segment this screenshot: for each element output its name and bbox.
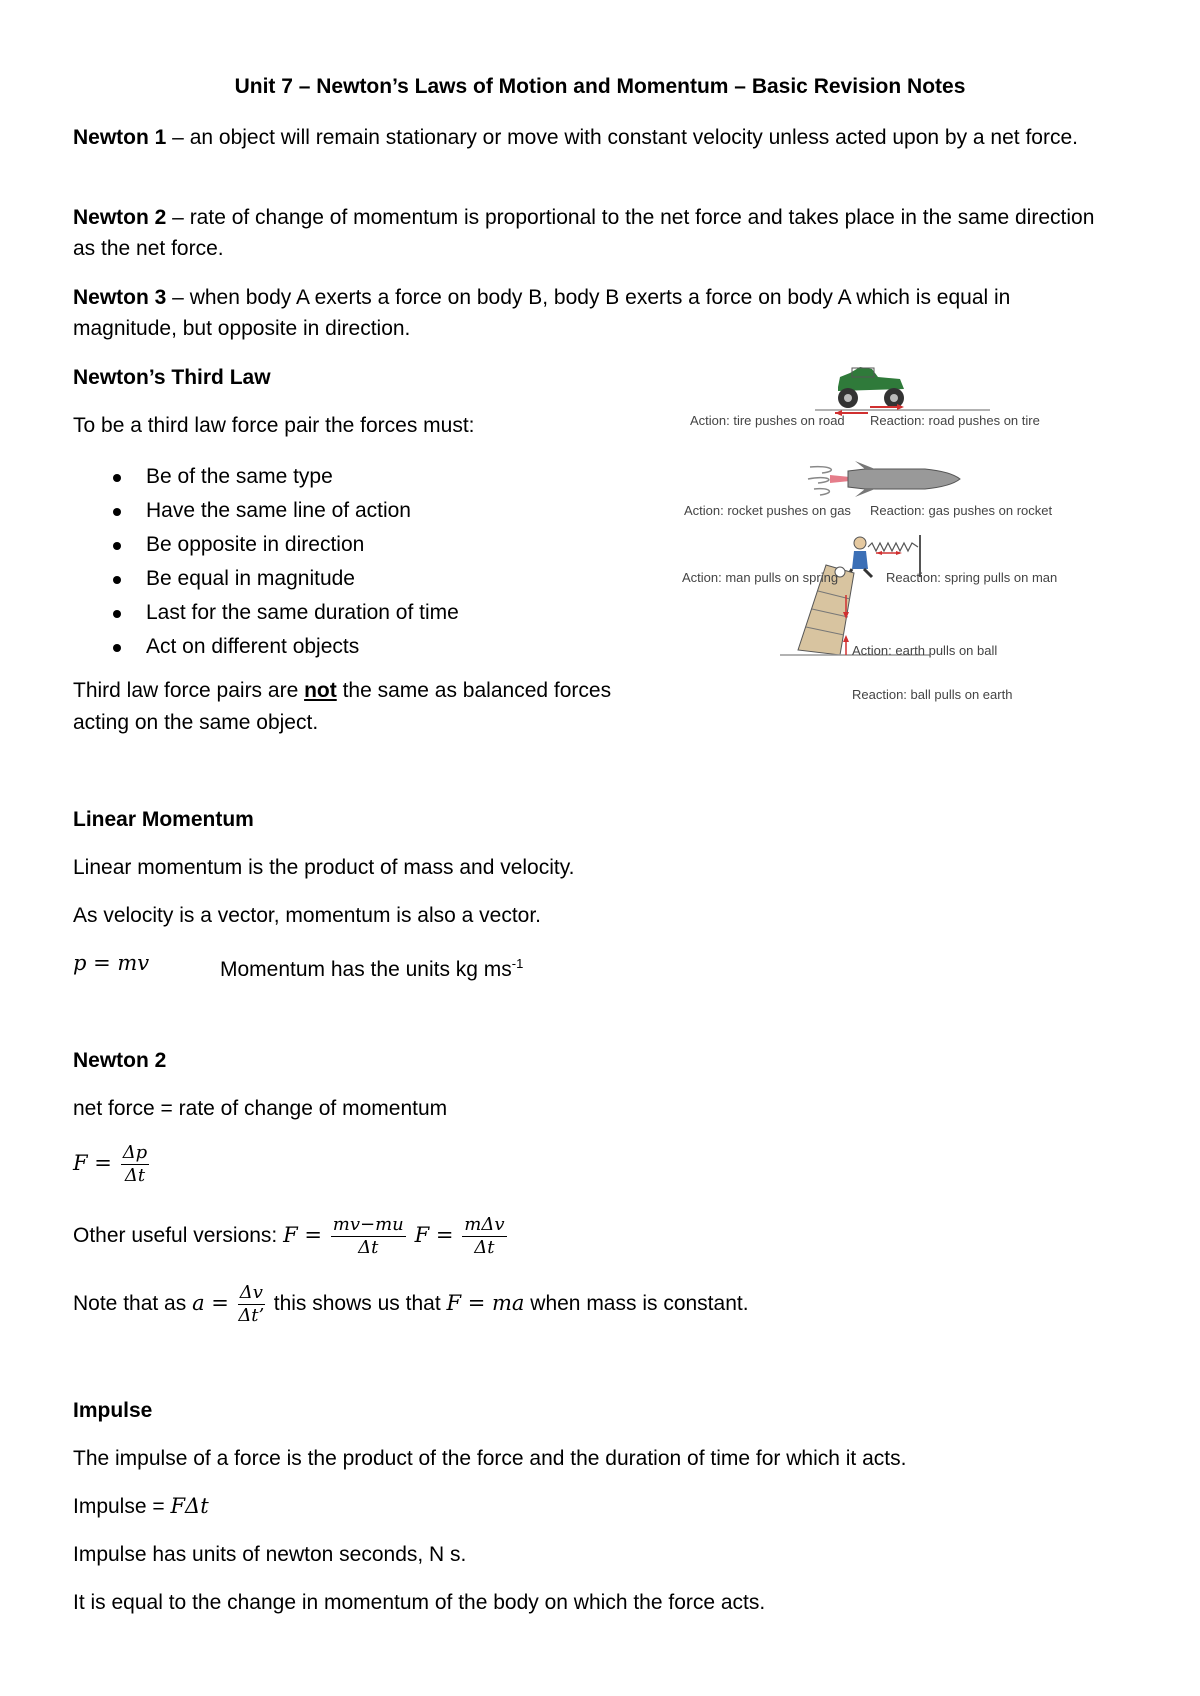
- note-suffix: when mass is constant.: [530, 1292, 749, 1315]
- spring-action-caption: Action: man pulls on spring: [682, 570, 839, 585]
- newton-3-label: Newton 3: [73, 286, 167, 309]
- fraction-denominator: Δt: [124, 1164, 146, 1186]
- newton-2-heading: Newton 2: [73, 1049, 167, 1072]
- impulse-equation-label: Impulse =: [73, 1495, 171, 1518]
- equation-lhs: F =: [283, 1223, 322, 1247]
- fraction: [462, 1214, 506, 1259]
- momentum-units: [220, 948, 523, 985]
- not-emphasis: not: [304, 679, 337, 702]
- third-law-figure: [682, 365, 1090, 730]
- impulse-equation: [73, 1491, 209, 1522]
- equation-lhs: F =: [73, 1151, 112, 1175]
- list-item: Be of the same type: [73, 460, 459, 494]
- third-law-criteria-list: [73, 460, 459, 664]
- list-item: Have the same line of action: [73, 494, 459, 528]
- impulse-units: Impulse has units of newton seconds, N s.: [73, 1543, 467, 1566]
- fraction: [121, 1142, 150, 1187]
- fraction-numerator: mv−mu: [332, 1213, 404, 1235]
- fraction: [331, 1214, 406, 1259]
- list-item: Act on different objects: [73, 630, 459, 664]
- momentum-units-exponent: -1: [511, 956, 524, 971]
- fraction-numerator: Δv: [239, 1281, 263, 1303]
- newton-2-text: – rate of change of momentum is proportional to the net force and takes place in the same direction as the net force.: [73, 206, 1095, 260]
- newton-2-definition: net force = rate of change of momentum: [73, 1097, 448, 1120]
- momentum-units-text: Momentum has the units kg ms: [220, 958, 512, 981]
- list-item: Last for the same duration of time: [73, 596, 459, 630]
- newton-2-paragraph: [73, 202, 1113, 264]
- rocket-illustration: [808, 461, 960, 497]
- fraction-denominator: Δt: [474, 1236, 495, 1258]
- fraction-denominator: Δt’: [238, 1304, 265, 1326]
- car-reaction-caption: Reaction: road pushes on tire: [870, 413, 1040, 428]
- impulse-heading: Impulse: [73, 1399, 153, 1422]
- fraction: [238, 1282, 265, 1327]
- acceleration-note-line: [73, 1278, 749, 1329]
- momentum-vector-note: As velocity is a vector, momentum is also a vector.: [73, 904, 542, 927]
- note-middle: this shows us that: [273, 1292, 447, 1315]
- page-title: Unit 7 – Newton’s Laws of Motion and Momentum – Basic Revision Notes: [234, 75, 966, 98]
- impulse-momentum-change: It is equal to the change in momentum of the body on which the force acts.: [73, 1591, 766, 1614]
- fraction-numerator: Δp: [122, 1141, 148, 1163]
- newton-2-label: Newton 2: [73, 206, 167, 229]
- newton-1-label: Newton 1: [73, 126, 167, 149]
- newton-2-equation: [73, 1138, 152, 1189]
- f-equals-ma: F = ma: [446, 1291, 525, 1315]
- momentum-definition: Linear momentum is the product of mass and velocity.: [73, 856, 575, 879]
- third-law-intro: To be a third law force pair the forces must:: [73, 414, 475, 437]
- list-item: Be equal in magnitude: [73, 562, 459, 596]
- newton-3-text: – when body A exerts a force on body B, body B exerts a force on body A which is equal in magnitude, but opposite in direction.: [73, 286, 1011, 340]
- ball-action-caption: Action: earth pulls on ball: [852, 643, 998, 658]
- spring-reaction-caption: Reaction: spring pulls on man: [886, 570, 1058, 585]
- ball-reaction-caption: Reaction: ball pulls on earth: [852, 687, 1013, 702]
- list-item: Be opposite in direction: [73, 528, 459, 562]
- newton-3-paragraph: [73, 282, 1113, 344]
- third-law-note-line2: acting on the same object.: [73, 711, 319, 734]
- momentum-equation: p = mv: [73, 951, 150, 975]
- third-law-note-text-end: the same as balanced forces: [336, 679, 612, 702]
- car-action-caption: Action: tire pushes on road: [690, 413, 845, 428]
- impulse-equation-expression: FΔt: [170, 1494, 209, 1518]
- third-law-note-line1: [73, 675, 611, 706]
- rocket-action-caption: Action: rocket pushes on gas: [684, 503, 851, 518]
- newton-1-paragraph: [73, 122, 1113, 153]
- equation-lhs: F =: [414, 1223, 454, 1247]
- note-prefix: Note that as: [73, 1292, 193, 1315]
- newton-1-text: – an object will remain stationary or move with constant velocity unless acted upon by a net force.: [166, 126, 1078, 149]
- impulse-definition: The impulse of a force is the product of the force and the duration of time for which it acts.: [73, 1447, 907, 1470]
- fraction-numerator: mΔv: [464, 1213, 505, 1235]
- third-law-heading: Newton’s Third Law: [73, 366, 271, 389]
- equation-lhs: a =: [192, 1291, 229, 1315]
- third-law-note-text: Third law force pairs are: [73, 679, 305, 702]
- car-illustration: [815, 367, 990, 416]
- other-versions-label: Other useful versions:: [73, 1224, 284, 1247]
- other-versions-line: [73, 1210, 510, 1261]
- fraction-denominator: Δt: [358, 1236, 379, 1258]
- momentum-heading: Linear Momentum: [73, 808, 254, 831]
- rocket-reaction-caption: Reaction: gas pushes on rocket: [870, 503, 1053, 518]
